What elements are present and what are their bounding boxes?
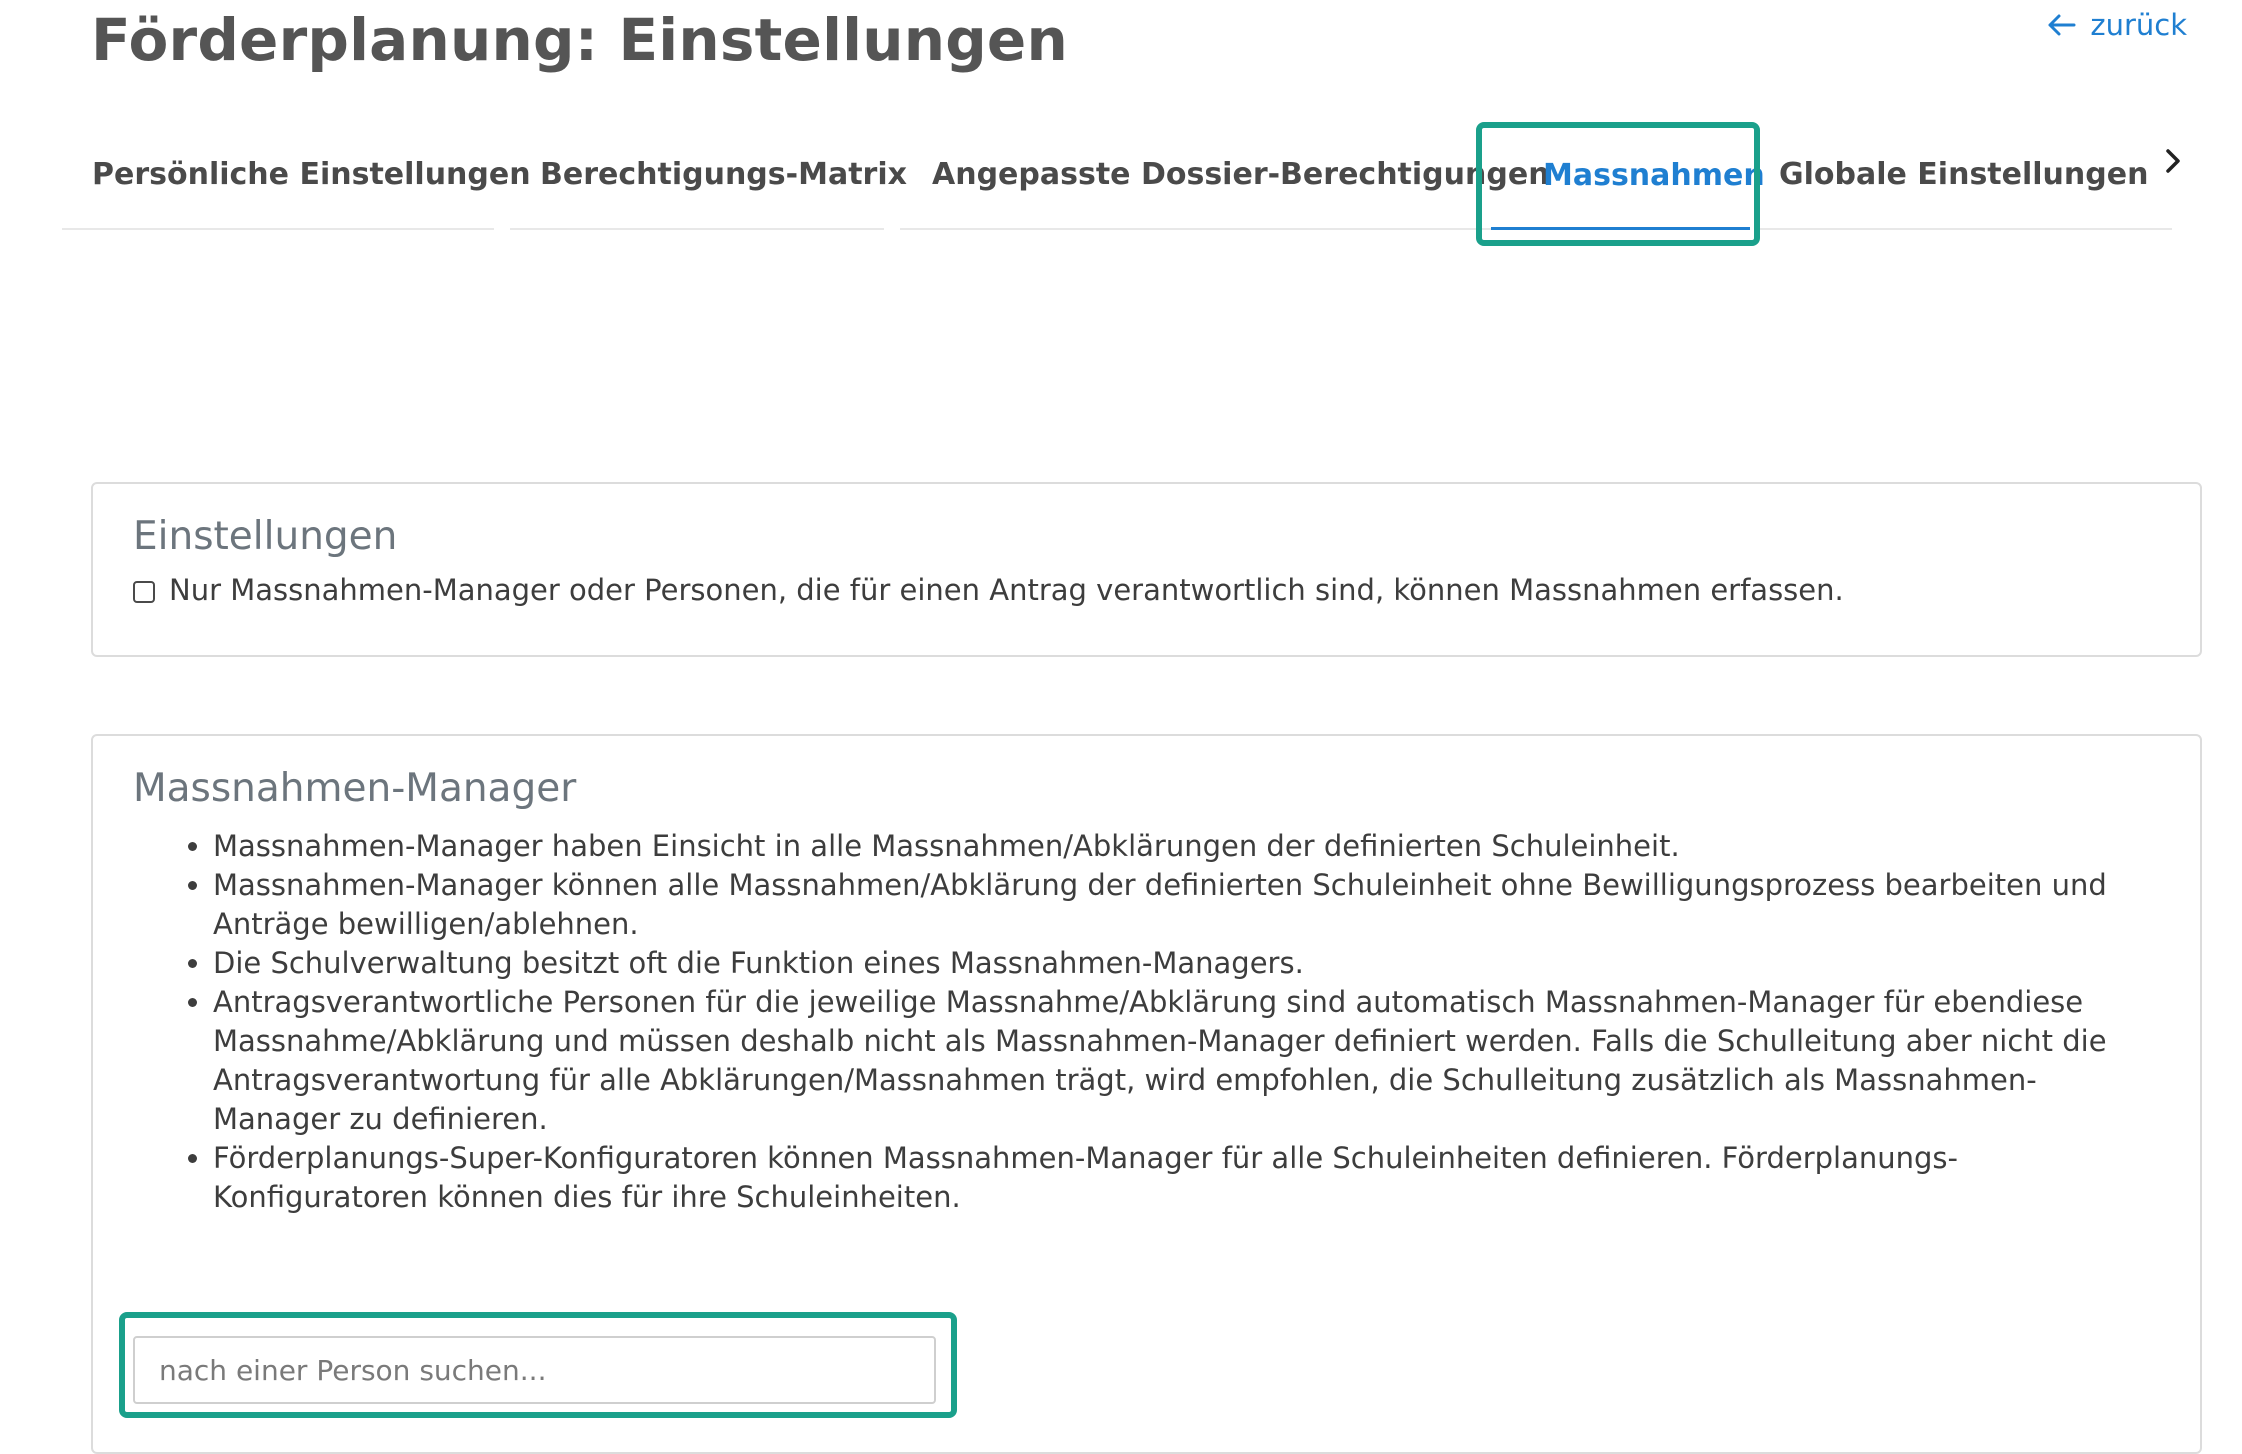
checkbox-row [133,573,2160,607]
person-search-input[interactable] [133,1336,936,1404]
list-item: • Förderplanungs-Super-Konfiguratoren können Massnahmen-Manager für alle Schuleinheiten definieren. Förderplanungs-Konfiguratoren können dies für ihre Schuleinheiten. [213,1139,2160,1217]
arrow-left-icon [2046,13,2076,37]
list-item: • Massnahmen-Manager haben Einsicht in alle Massnahmen/Abklärungen der definierten Schuleinheit. [213,827,2160,866]
manager-panel-title: Massnahmen-Manager [133,766,577,811]
tab-persoenliche-einstellungen[interactable] [62,120,531,230]
active-tab-indicator [1491,227,1750,230]
list-item: • Antragsverantwortliche Personen für die jeweilige Massnahme/Abklärung sind automatisch Massnahmen-Manager für ebendiese Massnahme/Abklärung und müssen deshalb nicht als Massnahmen-Manager definiert werden. Falls die Schulleitung aber nicht die Antragsverantwortung für alle Abklärungen/Massnahmen trägt, wird empfohlen, die Schulleitung zusätzlich als Massnahmen-Manager zu definieren. [213,983,2160,1139]
tab-globale-einstellungen[interactable] [1759,120,2172,230]
back-link[interactable] [2046,8,2187,42]
tab-label: Globale Einstellungen [1779,156,2149,192]
tab-label: Angepasste Dossier-Berechtigungen [932,156,1550,192]
back-link-label: zurück [2090,8,2187,42]
tab-massnahmen[interactable] [1491,120,1765,230]
manager-info-list [133,827,2160,1217]
settings-panel [91,482,2202,657]
only-managers-checkbox[interactable] [133,581,155,603]
list-item: • Die Schulverwaltung besitzt oft die Funktion eines Massnahmen-Managers. [213,944,2160,983]
tab-label: Massnahmen [1543,157,1765,193]
settings-panel-title: Einstellungen [133,514,398,559]
checkbox-label: Nur Massnahmen-Manager oder Personen, die für einen Antrag verantwortlich sind, können Massnahmen erfassen. [169,573,1844,607]
list-item: • Massnahmen-Manager können alle Massnahmen/Abklärung der definierten Schuleinheit ohne Bewilligungsprozess bearbeiten und Anträge bewilligen/ablehnen. [213,866,2160,944]
chevron-right-icon [2162,146,2184,180]
tabs-next-button[interactable] [2153,143,2193,183]
tab-berechtigungs-matrix[interactable] [510,120,907,230]
tab-label: Persönliche Einstellungen [92,156,531,192]
tab-angepasste-dossier-berechtigungen[interactable] [900,120,1550,230]
tab-label: Berechtigungs-Matrix [540,156,907,192]
tab-bar [62,120,2172,232]
page-title: Förderplanung: Einstellungen [91,6,1068,74]
